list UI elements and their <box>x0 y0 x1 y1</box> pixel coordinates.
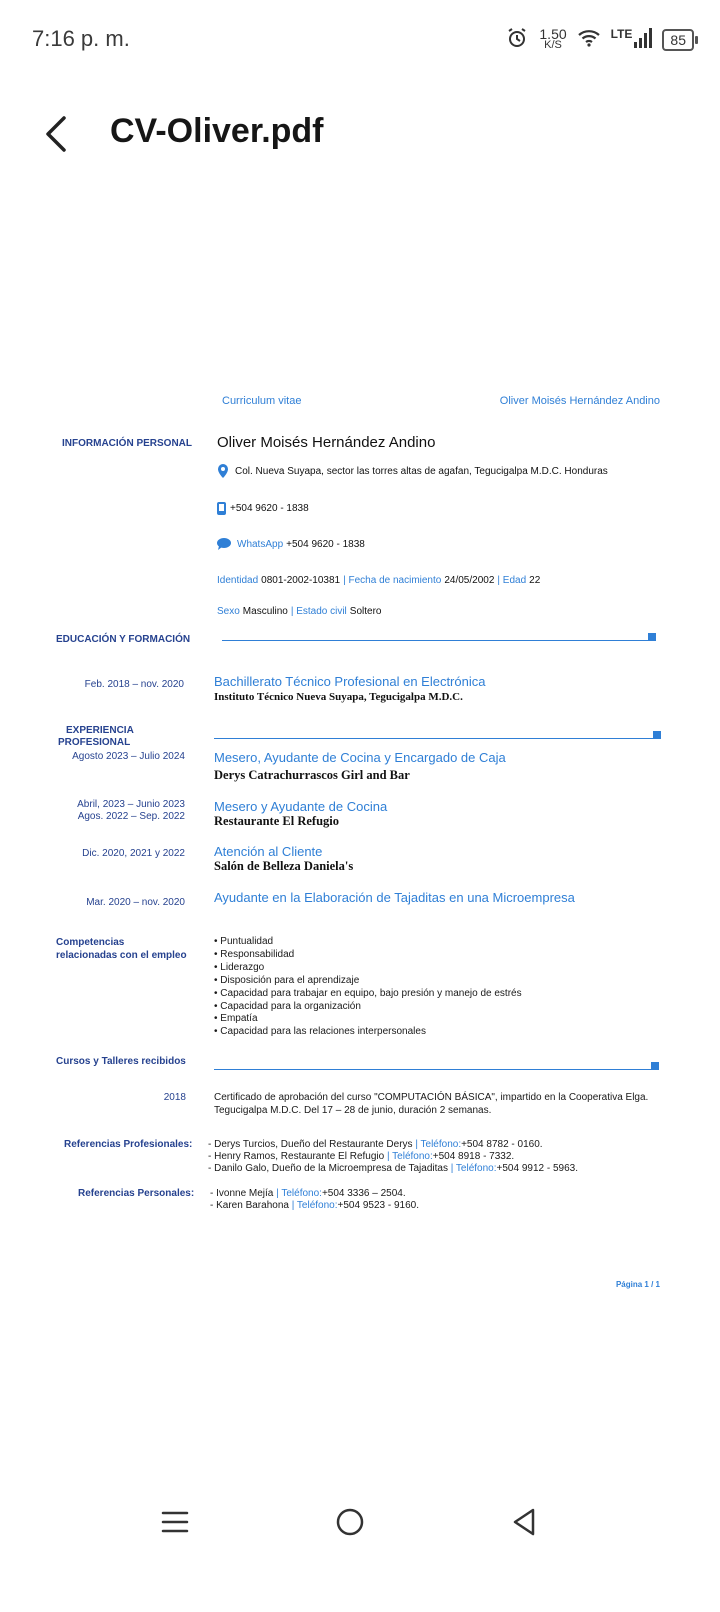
pers-ref-text: - Ivonne Mejía <box>210 1188 274 1199</box>
section-divider <box>222 640 652 641</box>
job-3-org: Salón de Belleza Daniela's <box>214 859 354 873</box>
job-2-title: Mesero y Ayudante de Cocina <box>214 799 388 814</box>
pers-ref-phone: +504 3336 – 2504. <box>321 1188 406 1199</box>
job-4-title: Ayudante en la Elaboración de Tajaditas en una Microempresa <box>214 890 575 905</box>
prof-ref-item <box>208 1139 543 1152</box>
skill-item: • Capacidad para las relaciones interpersonales <box>214 1026 522 1039</box>
pers-ref-phone-label: | Teléfono: <box>276 1188 322 1199</box>
sex-label: Sexo <box>217 606 240 617</box>
nav-back-button[interactable] <box>502 1500 546 1544</box>
civil-label: | Estado civil <box>290 606 347 617</box>
whatsapp-row <box>217 538 365 550</box>
job-4-date: Mar. 2020 – nov. 2020 <box>86 897 185 908</box>
wifi-icon <box>577 28 601 53</box>
prof-ref-text: - Henry Ramos, Restaurante El Refugio <box>208 1151 385 1162</box>
phone-row <box>217 502 309 515</box>
skill-item: • Responsabilidad <box>214 949 522 962</box>
prof-ref-text: - Derys Turcios, Dueño del Restaurante Derys <box>208 1139 413 1150</box>
network-type: LTE <box>610 27 633 41</box>
doc-header-left: Curriculum vitae <box>222 395 302 407</box>
phone-icon <box>217 502 226 515</box>
civil-row <box>217 606 381 617</box>
doc-header-right: Oliver Moisés Hernández Andino <box>499 395 660 407</box>
back-button[interactable] <box>34 112 78 156</box>
civil-value: Soltero <box>349 606 382 617</box>
job-2-date: Abril, 2023 – Junio 2023 <box>77 799 185 810</box>
prof-ref-phone-label: | Teléfono: <box>415 1139 462 1150</box>
phone-text: +504 9620 - 1838 <box>230 503 309 514</box>
recents-button[interactable] <box>153 1500 197 1544</box>
dob-value: 24/05/2002 <box>444 575 495 586</box>
skill-item: • Empatía <box>214 1013 522 1026</box>
course-date: 2018 <box>163 1092 186 1103</box>
skill-item: • Puntualidad <box>214 936 522 949</box>
course-line-1: Certificado de aprobación del curso "COMPUTACIÓN BÁSICA", impartido en la Cooperativa Elga. <box>214 1092 649 1103</box>
education-title: Bachillerato Técnico Profesional en Electrónica <box>214 674 486 689</box>
section-courses-label: Cursos y Talleres recibidos <box>56 1056 186 1067</box>
identity-row <box>217 575 540 586</box>
job-1-title: Mesero, Ayudante de Cocina y Encargado de Caja <box>214 750 506 765</box>
job-2-date-2: Agos. 2022 – Sep. 2022 <box>77 811 185 822</box>
pers-ref-text: - Karen Barahona <box>210 1200 289 1211</box>
network-speed <box>539 26 567 51</box>
section-prof-refs-label: Referencias Profesionales: <box>64 1139 193 1150</box>
skill-item: • Capacidad para trabajar en equipo, bajo presión y manejo de estrés <box>214 988 522 1001</box>
prof-ref-item <box>208 1151 514 1164</box>
age-label: | Edad <box>497 575 527 586</box>
pers-ref-item <box>210 1200 419 1213</box>
skill-item: • Disposición para el aprendizaje <box>214 975 522 988</box>
section-experience-label-1: EXPERIENCIA <box>66 725 134 736</box>
section-skills-label-2: relacionadas con el empleo <box>56 950 187 961</box>
sex-value: Masculino <box>242 606 288 617</box>
whatsapp-label: WhatsApp <box>237 538 284 550</box>
education-date: Feb. 2018 – nov. 2020 <box>84 679 184 690</box>
prof-ref-phone: +504 9912 - 5963. <box>496 1163 578 1174</box>
section-divider <box>214 1069 656 1070</box>
prof-ref-phone-label: | Teléfono: <box>450 1163 497 1174</box>
speed-unit: K/S <box>544 39 562 51</box>
status-time: 7:16 p. m. <box>32 26 130 51</box>
job-3-date: Dic. 2020, 2021 y 2022 <box>82 848 185 859</box>
job-1-org: Derys Catrachurrascos Girl and Bar <box>214 768 410 782</box>
prof-ref-phone-label: | Teléfono: <box>386 1151 433 1162</box>
id-label: Identidad <box>217 575 259 586</box>
prof-ref-text: - Danilo Galo, Dueño de la Microempresa de Tajaditas <box>208 1163 448 1174</box>
education-org: Instituto Técnico Nueva Suyapa, Tegucigalpa M.D.C. <box>214 691 463 703</box>
section-divider <box>214 738 656 739</box>
back-triangle-icon <box>511 1507 537 1537</box>
prof-ref-item <box>208 1163 578 1176</box>
recents-icon <box>161 1508 189 1536</box>
id-value: 0801-2002-10381 <box>261 575 341 586</box>
battery-icon: 85 <box>662 29 694 51</box>
course-line-2: Tegucigalpa M.D.C. Del 17 – 28 de junio, duración 2 semanas. <box>214 1105 492 1116</box>
section-skills-label-1: Competencias <box>56 937 125 948</box>
home-button[interactable] <box>328 1500 372 1544</box>
page-indicator: Página 1 / 1 <box>615 1280 660 1289</box>
location-pin-icon <box>217 464 229 478</box>
pers-ref-item <box>210 1188 406 1201</box>
signal-icon <box>634 28 652 53</box>
job-1-date: Agosto 2023 – Julio 2024 <box>72 751 185 762</box>
section-experience-label-2: PROFESIONAL <box>58 737 131 748</box>
person-name: Oliver Moisés Hernández Andino <box>217 434 436 451</box>
address-row <box>217 464 608 478</box>
pers-ref-phone: +504 9523 - 9160. <box>337 1200 419 1211</box>
section-personal-label: INFORMACIÓN PERSONAL <box>62 438 192 449</box>
job-3-title: Atención al Cliente <box>214 844 323 859</box>
address-text: Col. Nueva Suyapa, sector las torres altas de agafan, Tegucigalpa M.D.C. Honduras <box>235 465 608 477</box>
job-2-org: Restaurante El Refugio <box>214 814 339 828</box>
alarm-icon <box>505 26 529 55</box>
section-education-label: EDUCACIÓN Y FORMACIÓN <box>56 634 191 645</box>
skill-item: • Liderazgo <box>214 962 522 975</box>
section-divider-marker <box>648 633 656 641</box>
age-value: 22 <box>529 575 541 586</box>
skills-list <box>214 936 522 1039</box>
prof-ref-phone: +504 8782 - 0160. <box>461 1139 543 1150</box>
pers-ref-phone-label: | Teléfono: <box>291 1200 338 1211</box>
status-icons <box>505 24 694 56</box>
document-title: CV-Oliver.pdf <box>110 112 324 150</box>
chevron-left-icon <box>44 116 68 152</box>
section-pers-refs-label: Referencias Personales: <box>78 1188 195 1199</box>
whatsapp-number: +504 9620 - 1838 <box>286 538 365 550</box>
home-icon <box>335 1507 365 1537</box>
section-divider-marker <box>653 731 661 739</box>
dob-label: | Fecha de nacimiento <box>343 575 442 586</box>
skill-item: • Capacidad para la organización <box>214 1001 522 1014</box>
section-divider-marker <box>651 1062 659 1070</box>
speed-value: 1.50 <box>539 26 567 42</box>
chat-bubble-icon <box>217 538 231 550</box>
prof-ref-phone: +504 8918 - 7332. <box>432 1151 515 1162</box>
